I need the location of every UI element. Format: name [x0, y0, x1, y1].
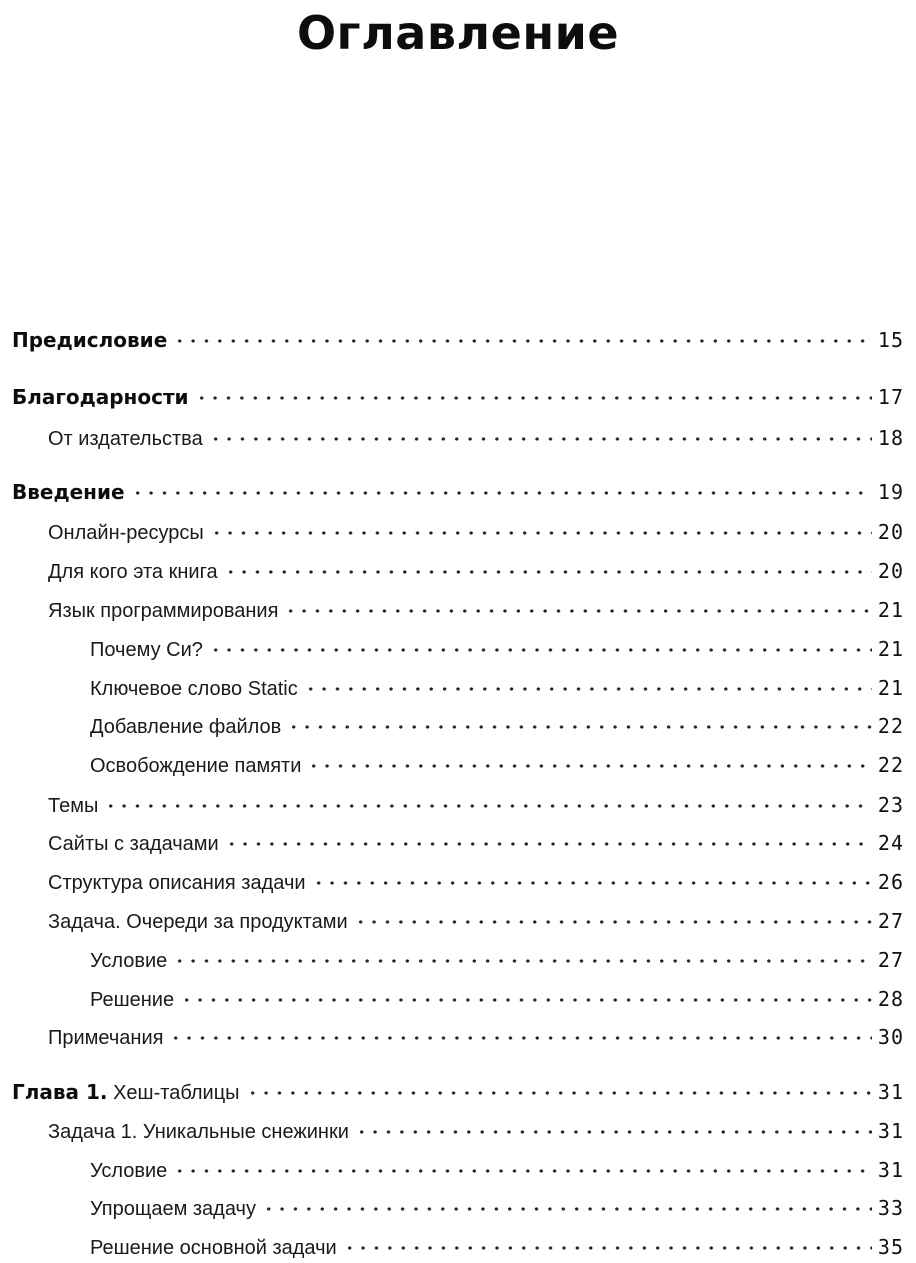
toc-page-number: 21 — [877, 676, 904, 700]
toc-entry-text: От издательства — [48, 428, 203, 450]
dot-leader — [284, 590, 872, 620]
toc-entry-text: Примечания — [48, 1027, 164, 1049]
dot-leader — [312, 862, 872, 892]
toc-entry-bold: Введение — [12, 480, 125, 504]
dot-leader — [224, 551, 872, 581]
toc-page-number: 31 — [877, 1158, 904, 1182]
toc-entry[interactable] — [0, 317, 904, 352]
toc-entry-text: Задача. Очереди за продуктами — [48, 911, 348, 933]
toc-page-number: 17 — [877, 385, 904, 409]
toc-entry-text: Условие — [90, 1160, 168, 1182]
dot-leader — [343, 1227, 872, 1257]
toc-entry[interactable] — [0, 1069, 904, 1104]
toc-entry[interactable] — [0, 1147, 904, 1182]
toc-page-number: 27 — [877, 948, 904, 972]
toc-page-number: 21 — [877, 637, 904, 661]
dot-leader — [131, 472, 872, 502]
toc-entry-text: Сайты с задачами — [48, 833, 219, 855]
toc-entry[interactable] — [0, 548, 904, 583]
dot-leader — [307, 745, 872, 775]
toc-entry[interactable] — [0, 509, 904, 544]
toc-page-number: 15 — [877, 328, 904, 352]
dot-leader — [195, 377, 872, 407]
toc-entry[interactable] — [0, 976, 904, 1011]
toc-entry-text: Решение основной задачи — [90, 1237, 337, 1259]
toc-page-number: 33 — [877, 1196, 904, 1220]
toc-page-number: 20 — [877, 520, 904, 544]
toc-entry-text: Структура описания задачи — [48, 872, 306, 894]
dot-leader — [173, 1150, 872, 1180]
toc-page-number: 27 — [877, 909, 904, 933]
toc-entry[interactable] — [0, 626, 904, 661]
toc-entry[interactable] — [0, 820, 904, 855]
toc-page-number: 23 — [877, 793, 904, 817]
toc-entry-text: Добавление файлов — [90, 716, 282, 738]
toc-page-number: 30 — [877, 1025, 904, 1049]
toc-page-number: 24 — [877, 831, 904, 855]
toc-entry-text: Упрощаем задачу — [90, 1198, 256, 1220]
toc-page-number: 22 — [877, 753, 904, 777]
toc-entry[interactable] — [0, 587, 904, 622]
toc-entry-text: Ключевое слово Static — [90, 678, 298, 700]
toc-entry-text: Хеш-таблицы — [107, 1082, 240, 1104]
toc-entry[interactable] — [0, 937, 904, 972]
toc-entry[interactable] — [0, 703, 904, 738]
dot-leader — [173, 320, 872, 350]
dot-leader — [246, 1072, 872, 1102]
toc-entry-bold: Глава 1. — [12, 1080, 108, 1104]
toc-entry-text: Решение — [90, 989, 175, 1011]
toc-entry[interactable] — [0, 1014, 904, 1049]
toc-entry[interactable] — [0, 898, 904, 933]
toc-entry[interactable] — [0, 1185, 904, 1220]
toc-entry-text: Задача 1. Уникальные снежинки — [48, 1121, 349, 1143]
dot-leader — [169, 1017, 871, 1047]
toc-entry[interactable] — [0, 742, 904, 777]
dot-leader — [210, 512, 872, 542]
toc-entry-text: Почему Си? — [90, 639, 203, 661]
dot-leader — [287, 706, 872, 736]
page-title: Оглавление — [296, 6, 620, 60]
dot-leader — [104, 785, 872, 815]
dot-leader — [209, 418, 872, 448]
toc-entry-bold: Благодарности — [12, 385, 189, 409]
dot-leader — [225, 823, 872, 853]
toc-page-number: 26 — [877, 870, 904, 894]
toc-entry[interactable] — [0, 859, 904, 894]
toc-page-number: 19 — [877, 480, 904, 504]
toc-page-number: 18 — [877, 426, 904, 450]
dot-leader — [304, 668, 872, 698]
toc-entry-text: Язык программирования — [48, 600, 279, 622]
dot-leader — [354, 901, 872, 931]
dot-leader — [209, 629, 872, 659]
dot-leader — [180, 979, 872, 1009]
dot-leader — [173, 940, 872, 970]
toc-page-number: 31 — [877, 1119, 904, 1143]
toc-entry-text: Для кого эта книга — [48, 561, 218, 583]
dot-leader — [355, 1111, 872, 1141]
toc-entry[interactable] — [0, 415, 904, 450]
toc-page-number: 22 — [877, 714, 904, 738]
toc-entry[interactable] — [0, 1108, 904, 1143]
toc-page-number: 20 — [877, 559, 904, 583]
toc-entry-text: Освобождение памяти — [90, 755, 302, 777]
toc-entry[interactable] — [0, 665, 904, 700]
toc-entry[interactable] — [0, 469, 904, 504]
toc-entry[interactable] — [0, 374, 904, 409]
toc-page-number: 35 — [877, 1235, 904, 1259]
toc-entry-text: Условие — [90, 950, 168, 972]
toc-page-number: 28 — [877, 987, 904, 1011]
toc-page-number: 21 — [877, 598, 904, 622]
toc-entry[interactable] — [0, 782, 904, 817]
toc-page-number: 31 — [877, 1080, 904, 1104]
toc-entry-text: Онлайн-ресурсы — [48, 522, 204, 544]
toc-entry-text: Темы — [48, 795, 99, 817]
toc-entry-bold: Предисловие — [12, 328, 168, 352]
toc-entry[interactable] — [0, 1224, 904, 1259]
dot-leader — [262, 1188, 872, 1218]
